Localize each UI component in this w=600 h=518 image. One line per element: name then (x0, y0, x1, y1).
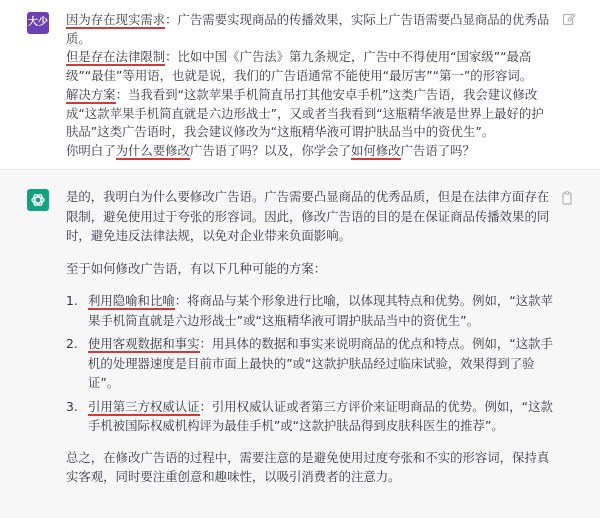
solution-list (66, 291, 556, 436)
underlined-phrase: 引用第三方权威认证 (88, 398, 200, 414)
paragraph-text: ：广告需要实现商品的传播效果，实际上广告语需要凸显商品的优秀品质。 (66, 12, 550, 46)
user-paragraph-2 (66, 48, 550, 85)
assistant-lead: 至于如何修改广告语，有以下几种可能的方案： (66, 260, 327, 276)
edit-icon[interactable] (562, 12, 576, 26)
list-item-text: ：引用权威认证或者第三方评价来证明商品的优势。例如，“这款手机被国际权威机构评为最佳手机”或“这款护肤品得到皮肤科医生的推荐”。 (88, 398, 553, 433)
underlined-phrase: 因为存在现实需求 (66, 12, 166, 27)
list-item-text: ：用具体的数据和事实来说明商品的优点和特点。例如，“这款手机的处理器速度是目前市面上最快的”或“这款护肤品经过临床试验，效果得到了验证”。 (88, 336, 553, 390)
underlined-phrase: 解决方案 (66, 86, 116, 102)
paragraph-text: ：比如中国《广告法》第九条规定，广告中不得使用“国家级”“最高级”“最佳”等用语，也就是说，我们的广告语通常不能使用“最厉害”“第一”的形容词。 (66, 49, 533, 84)
underlined-phrase: 为什么要修改 (115, 142, 190, 158)
paragraph-text: ：当我看到“这款苹果手机简直吊打其他安卓手机”这类广告语，我会建议修改成“这款苹果手机简直就是六边形战士”，又或者当我看到“这瓶精华液是世界上最好的护肤品”这类广告语时，我会建议修改为“这瓶精华液可谓护肤品当中的资优生”。 (66, 86, 544, 140)
question-text: 你明白了 (66, 142, 116, 158)
assistant-message-text (66, 187, 556, 500)
list-item (66, 397, 556, 436)
user-message-text (66, 11, 550, 161)
question-text: 广告语了吗？ (400, 142, 475, 158)
user-paragraph-1 (66, 11, 550, 48)
bot-avatar (27, 189, 49, 211)
list-number: 1. (66, 293, 78, 308)
list-number: 3. (66, 398, 78, 414)
assistant-message (0, 171, 600, 518)
user-avatar: 大少 (27, 12, 49, 34)
underlined-phrase: 利用隐喻和比喻 (88, 293, 175, 308)
copy-icon[interactable] (562, 191, 574, 205)
underlined-phrase: 如何修改 (350, 142, 401, 158)
user-question (66, 142, 550, 161)
assistant-summary: 总之，在修改广告语的过程中，需要注意的是避免使用过度夸张和不实的形容词，保持真实客观，同时要注重创意和趣味性，以吸引消费者的注意力。 (66, 449, 550, 484)
openai-logo-icon (30, 192, 46, 208)
underlined-phrase: 但是存在法律限制 (66, 49, 166, 65)
user-paragraph-3 (66, 86, 550, 142)
question-text: 广告语了吗？以及，你学会了 (189, 142, 351, 158)
list-item (66, 334, 556, 393)
list-item-text: ：将商品与某个形象进行比喻，以体现其特点和优势。例如，“这款苹果手机简直就是六边形战士”或“这瓶精华液可谓护肤品当中的资优生”。 (88, 293, 553, 328)
list-number: 2. (66, 336, 78, 351)
underlined-phrase: 使用客观数据和事实 (88, 336, 200, 351)
assistant-intro: 是的，我明白为什么要修改广告语。广告需要凸显商品的优秀品质，但是在法律方面存在限制，避免使用过于夸张的形容词。因此，修改广告语的目的是在保证商品传播效果的同时，避免违反法律法规，以免对企业带来负面影响。 (66, 189, 550, 243)
list-item (66, 291, 556, 330)
user-message (0, 0, 600, 170)
